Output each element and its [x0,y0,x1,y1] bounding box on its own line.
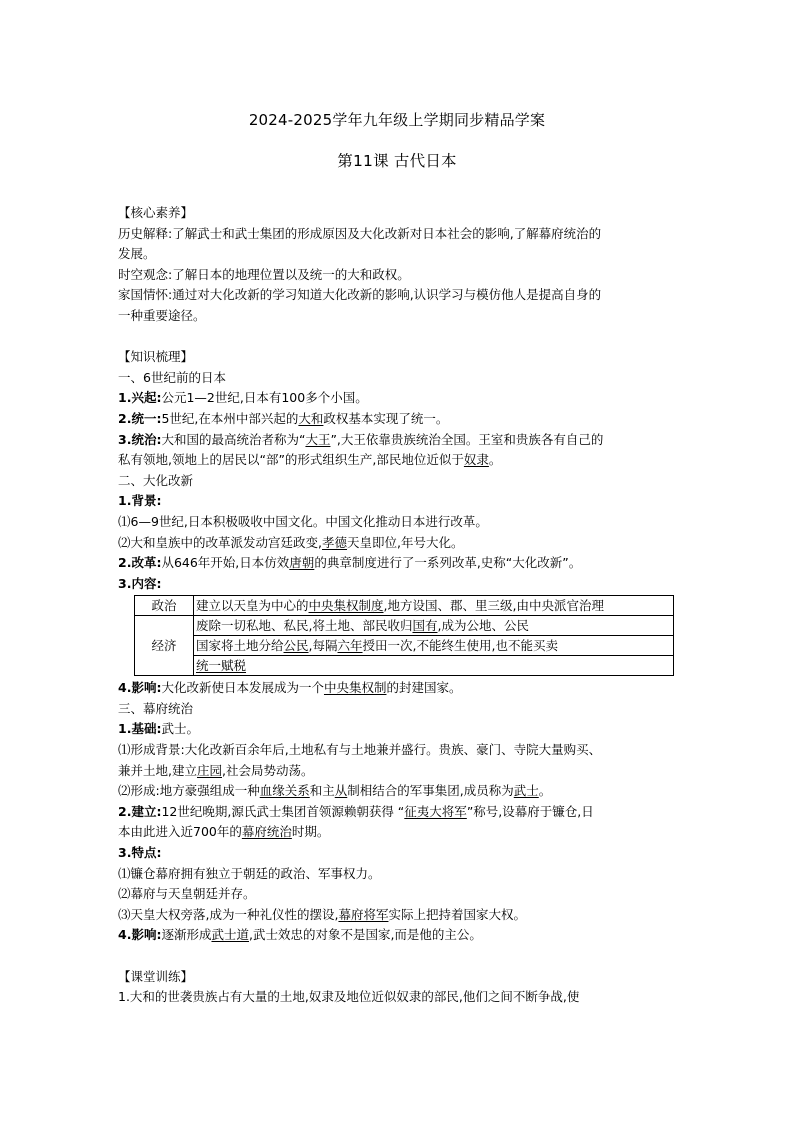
text: 大化改新使日本发展成为一个 [161,680,324,696]
label: 1.背景: [118,493,162,509]
key-term: 征夷大将军 [404,803,467,819]
section-title: 三、幕府统治 [118,700,194,716]
key-term: 国有 [412,618,438,634]
key-term: 庄园 [196,762,222,778]
key-term: 统一赋税 [196,658,247,674]
spacer [118,946,678,967]
key-term: 中央集权制度 [308,598,384,614]
text: 的典章制度进行了一系列改革,史称“大化改新”。 [314,555,582,571]
paragraph [118,678,678,699]
paragraph: ⑵幕府与天皇朝廷并存。 [118,886,256,902]
label: 3.统治: [118,431,162,447]
text: 制相结合的军事集团,成员称为 [347,783,514,799]
text: 政权基本实现了统一。 [323,410,449,426]
text: ”称号,设幕府于镰仓,日 [466,803,594,819]
key-term: 武士道 [211,927,249,943]
paragraph: ⑴镰仓幕府拥有独立于朝廷的政治、军事权力。 [118,865,381,881]
paragraph [118,388,678,409]
text: 时期。 [291,824,330,840]
paragraph [118,574,678,595]
knowledge-heading: 【知识梳理】 [118,349,194,365]
core-line: 一种重要途径。 [118,307,206,323]
paragraph [118,843,678,864]
key-term: 血缘关系 [259,783,310,799]
core-heading: 【核心素养】 [118,205,194,220]
text: 。 [488,452,502,468]
document-body [118,203,678,1008]
core-line: 历史解释:了解武士和武士集团的形成原因及大化改新对日本社会的影响,了解幕府统治的 [118,225,602,241]
paragraph [118,781,678,802]
paragraph [118,430,678,451]
text: 兼并土地,建立 [118,762,197,778]
key-term: 幕府统治 [241,824,292,840]
table-row [135,596,674,616]
paragraph [118,822,678,843]
text: ,成为公地、公民 [437,618,529,634]
table-cell [194,616,674,636]
paragraph [118,761,678,782]
paragraph [118,491,678,512]
section-title: 二、大化改新 [118,472,194,488]
paragraph [118,802,678,823]
spacer [118,327,678,348]
core-line: 家国情怀:通过对大化改新的学习知道大化改新的影响,认识学习与模仿他人是提高自身的 [118,287,602,303]
reform-content-table [134,595,674,676]
paragraph [118,450,678,471]
text: ,社会局势动荡。 [222,762,314,778]
key-term: 从 [334,783,348,799]
paragraph [118,533,678,554]
paragraph [118,409,678,430]
document-title: 2024-2025学年九年级上学期同步精品学案 [248,111,546,129]
lesson-title: 第11课 古代日本 [337,152,457,170]
text: 国家将土地分给 [196,638,284,654]
key-term: 公民 [283,638,309,654]
label: 3.内容: [118,575,162,591]
text: ,武士效忠的对象不是国家,而是他的主公。 [248,927,482,943]
paragraph [118,925,678,946]
table-row [135,656,674,676]
label: 4.影响: [118,927,162,943]
key-term: 武士 [513,783,539,799]
question: 1.大和的世袭贵族占有大量的土地,奴隶及地位近似奴隶的部民,他们之间不断争战,使 [118,989,580,1005]
label: 3.特点: [118,845,162,861]
text: 和主 [309,783,335,799]
table-cell [194,596,674,616]
text: ,地方设国、郡、里三级,由中央派官治理 [383,598,604,614]
text: 废除一切私地、私民,将土地、部民收归 [196,618,413,634]
text: 武士。 [161,721,199,737]
table-row [135,636,674,656]
category-cell: 经济 [135,616,194,676]
label: 2.建立: [118,803,162,819]
text: ”,大王依靠贵族统治全国。王室和贵族各有自己的 [330,431,604,447]
table-cell [194,636,674,656]
section-title: 一、6世纪前的日本 [118,369,226,385]
key-term: 大王 [305,431,331,447]
text: 本由此进入近700年的 [118,824,242,840]
key-term: 孝德 [321,534,347,550]
label: 2.改革: [118,555,162,571]
paragraph: ⑴6—9世纪,日本积极吸收中国文化。中国文化推动日本进行改革。 [118,513,488,529]
key-term: 六年 [337,638,363,654]
text: 实际上把持着国家大权。 [388,906,526,922]
key-term: 中央集权制 [323,680,387,696]
text: 私有领地,领地上的居民以“部”的形式组织生产,部民地位近似于 [118,452,464,468]
label: 1.兴起: [118,390,162,406]
label: 2.统一: [118,410,162,426]
text: ,每隔 [308,638,338,654]
text: 的封建国家。 [386,680,462,696]
label: 1.基础: [118,721,162,737]
paragraph [118,719,678,740]
text: ⑶天皇大权旁落,成为一种礼仪性的摆设, [118,906,339,922]
practice-heading: 【课堂训练】 [118,968,194,984]
table-row [135,616,674,636]
label: 4.影响: [118,680,162,696]
paragraph [118,905,678,926]
text: 公元1—2世纪,日本有100多个小国。 [161,390,368,406]
text: ⑵形成:地方豪强组成一种 [118,783,260,799]
key-term: 大和 [298,410,324,426]
text: 大和国的最高统治者称为“ [161,431,306,447]
text: 天皇即位,年号大化。 [347,534,464,550]
paragraph: ⑴形成背景:大化改新百余年后,土地私有与土地兼并盛行。贵族、豪门、寺院大量购买、 [118,742,602,758]
text: 从646年开始,日本仿效 [161,555,290,571]
text: 。 [538,783,552,799]
text: 建立以天皇为中心的 [196,598,309,614]
text: 12世纪晚期,源氏武士集团首领源赖朝获得 “ [161,803,405,819]
category-cell: 政治 [135,596,194,616]
table-cell [194,656,674,676]
text: 5世纪,在本州中部兴起的 [161,410,299,426]
text: ⑵大和皇族中的改革派发动宫廷政变, [118,534,322,550]
text: 逐渐形成 [161,927,212,943]
text: 授田一次,不能终生使用,也不能买卖 [362,638,558,654]
key-term: 奴隶 [463,452,489,468]
key-term: 唐朝 [289,555,315,571]
core-line: 发展。 [118,246,156,262]
core-line: 时空观念:了解日本的地理位置以及统一的大和政权。 [118,266,410,282]
key-term: 幕府将军 [338,906,389,922]
paragraph [118,553,678,574]
